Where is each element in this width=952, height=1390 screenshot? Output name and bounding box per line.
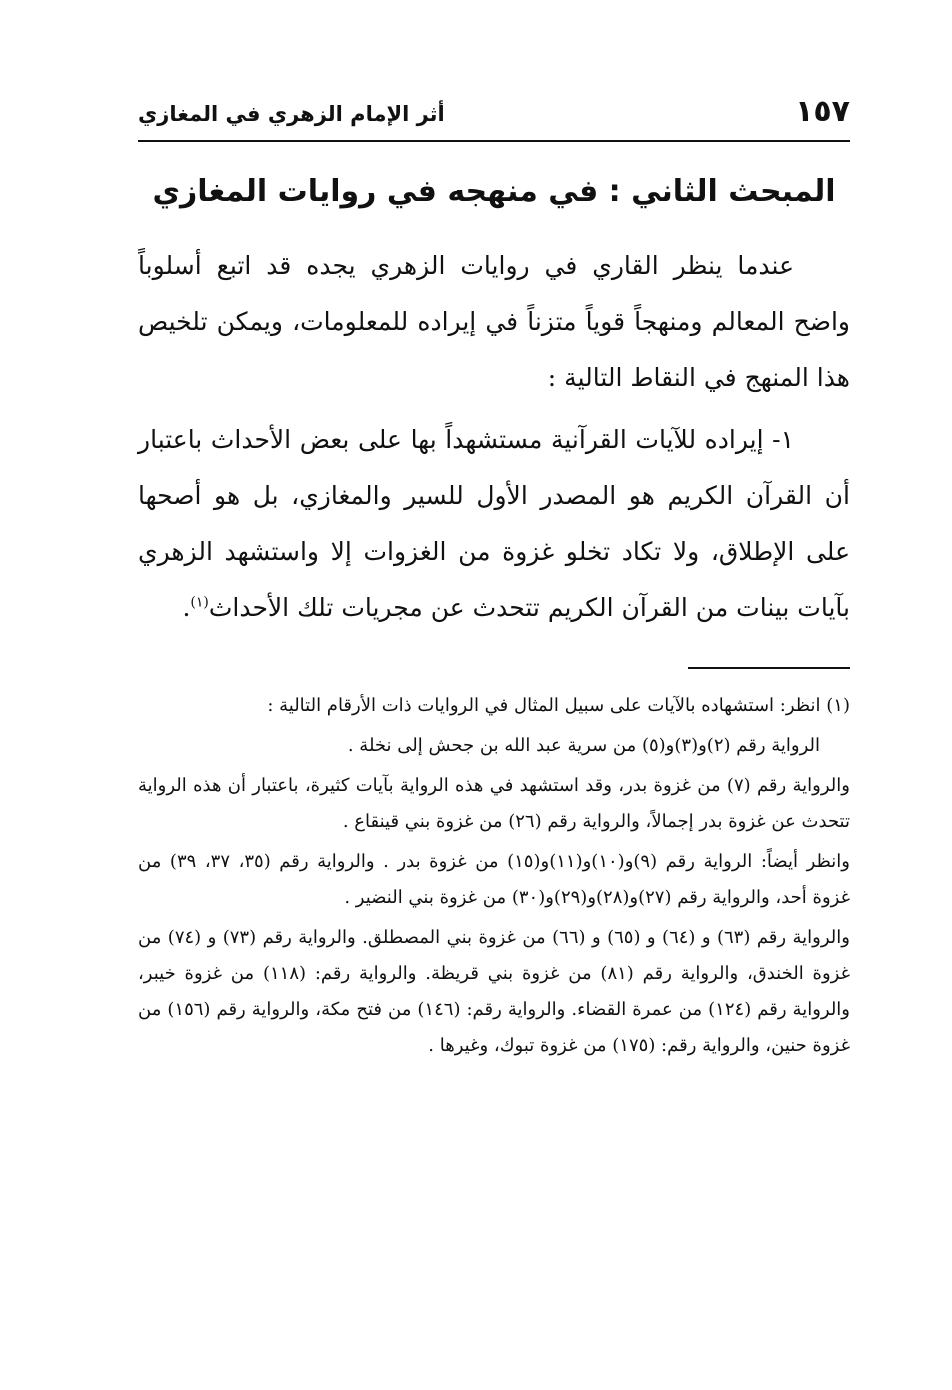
footnote-reference: (١) bbox=[190, 594, 209, 611]
footnote-paragraph-2: والرواية رقم (٧) من غزوة بدر، وقد استشهد في هذه الرواية بآيات كثيرة، باعتبار أن هذه الرواية تتحدث عن غزوة بدر إجمالاً، والرواية رقم (٢٦) من غزوة بني قينقاع . bbox=[138, 775, 850, 832]
body-text bbox=[138, 238, 850, 642]
body-paragraph-point-1 bbox=[138, 412, 850, 636]
footnote-paragraph-4: والرواية رقم (٦٣) و (٦٤) و (٦٥) و (٦٦) من غزوة بني المصطلق. والرواية رقم (٧٣) و (٧٤) من غزوة الخندق، والرواية رقم (٨١) من غزوة بني قريظة. والرواية رقم: (١١٨) من غزوة خيبر، والرواية رقم (١٢٤) من عمرة القضاء. والرواية رقم: (١٤٦) من فتح مكة، والرواية رقم (١٥٦) من غزوة حنين، والرواية رقم: (١٧٥) من غزوة تبوك، وغيرها . bbox=[138, 927, 851, 1056]
page-number: ١٥٧ bbox=[795, 94, 850, 129]
running-title: أثر الإمام الزهري في المغازي bbox=[138, 102, 445, 126]
footnote-separator bbox=[688, 667, 850, 669]
header-rule bbox=[138, 140, 850, 142]
footnote-line-1: الرواية رقم (٢)و(٣)و(٥) من سرية عبد الله بن جحش إلى نخلة . bbox=[347, 735, 820, 756]
point-1-end: . bbox=[182, 593, 191, 622]
section-heading: المبحث الثاني : في منهجه في روايات المغازي bbox=[152, 174, 836, 209]
footnotes bbox=[138, 688, 850, 1068]
footnote-intro: (١) انظر: استشهاده بالآيات على سبيل المثال في الروايات ذات الأرقام التالية : bbox=[267, 695, 850, 716]
point-1-text: ١- إيراده للآيات القرآنية مستشهداً بها على بعض الأحداث باعتبار أن القرآن الكريم هو المصدر الأول للسير والمغازي، بل هو أصحها على الإطلاق، ولا تكاد تخلو غزوة من الغزوات إلا واستشهد الزهري بآيات بينات من القرآن الكريم تتحدث عن مجريات تلك الأحداث bbox=[138, 425, 850, 622]
running-header bbox=[138, 92, 850, 138]
footnote-paragraph-3: وانظر أيضاً: الرواية رقم (٩)و(١٠)و(١١)و(١٥) من غزوة بدر . والرواية رقم (٣٥، ٣٧، ٣٩) من غزوة أحد، والرواية رقم (٢٧)و(٢٨)و(٢٩)و(٣٠) من غزوة بني النضير . bbox=[138, 851, 850, 908]
body-paragraph-intro: عندما ينظر القاري في روايات الزهري يجده قد اتبع أسلوباً واضح المعالم ومنهجاً قوياً متزناً في إيراده للمعلومات، ويمكن تلخيص هذا المنهج في النقاط التالية : bbox=[138, 251, 850, 392]
